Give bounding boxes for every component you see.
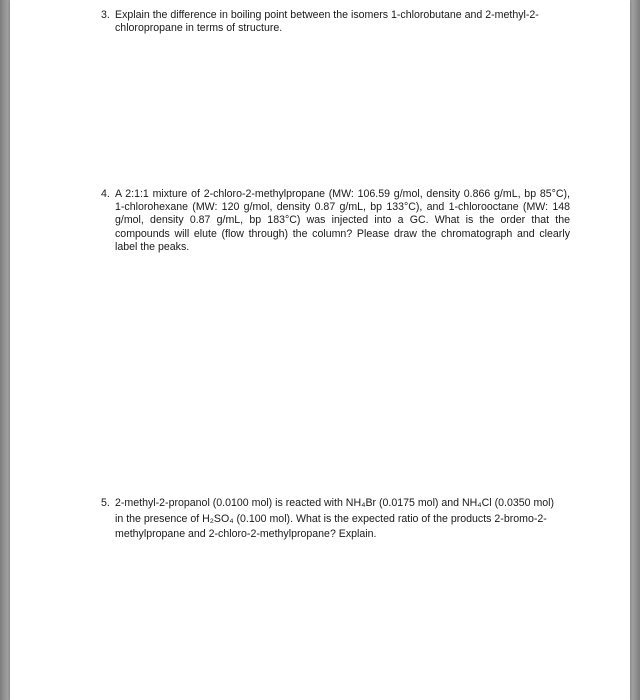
- question-5: [101, 496, 561, 543]
- question-number: 3.: [101, 9, 110, 21]
- question-4: [101, 188, 570, 254]
- question-number: 4.: [101, 188, 110, 200]
- question-text: 2-methyl-2-propanol (0.0100 mol) is reacted with NH₄Br (0.0175 mol) and NH₄Cl (0.0350 mol) in the presence of H₂SO₄ (0.100 mol). What is the expected ratio of the products 2-bromo-2-methylpropane and 2-chloro-2-methylpropane? Explain.: [115, 497, 555, 541]
- question-text: Explain the difference in boiling point between the isomers 1-chlorobutane and 2-methyl-2-chloropropane in terms of structure.: [115, 9, 539, 35]
- question-number: 5.: [101, 497, 110, 509]
- question-3: [101, 9, 570, 35]
- question-text: A 2:1:1 mixture of 2-chloro-2-methylpropane (MW: 106.59 g/mol, density 0.866 g/mL, bp 85°C), 1-chlorohexane (MW: 120 g/mol, density 0.87 g/mL, bp 133°C), and 1-chlorooctane (MW: 148 g/mol, density 0.87 g/mL, bp 183°C) was injected into a GC. What is the order that the compounds will elute (flow through) the column? Please draw the chromatograph and clearly label the peaks.: [115, 188, 570, 253]
- document-page: [10, 0, 630, 700]
